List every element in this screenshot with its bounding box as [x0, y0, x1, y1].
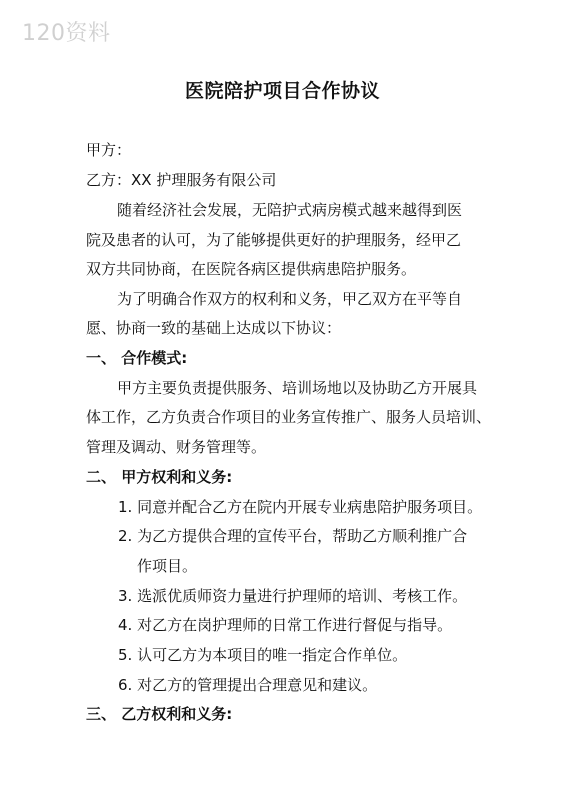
section1-line: 管理及调动、财务管理等。 — [86, 438, 267, 456]
section1-line: 体工作，乙方负责合作项目的业务宣传推广、服务人员培训、 — [86, 408, 492, 426]
section2-item: 5. 认可乙方为本项目的唯一指定合作单位。 — [118, 646, 408, 664]
party-a-line: 甲方： — [86, 141, 132, 159]
watermark: 120资料 — [22, 21, 111, 46]
intro-line: 随着经济社会发展，无陪护式病房模式越来越得到医 — [117, 201, 463, 219]
section2-item-continuation: 作项目。 — [137, 557, 198, 575]
section2-item: 4. 对乙方在岗护理师的日常工作进行督促与指导。 — [118, 616, 453, 634]
party-b-line: 乙方：XX 护理服务有限公司 — [86, 171, 277, 189]
section2-heading: 二、 甲方权利和义务: — [86, 468, 233, 486]
document-title: 医院陪护项目合作协议 — [184, 80, 380, 102]
section2-item: 2. 为乙方提供合理的宣传平台，帮助乙方顺利推广合 — [118, 527, 468, 545]
section1-heading: 一、 合作模式: — [86, 349, 188, 367]
purpose-line: 愿、协商一致的基础上达成以下协议： — [86, 319, 342, 337]
intro-line: 院及患者的认可，为了能够提供更好的护理服务，经甲乙 — [86, 231, 462, 249]
section2-item: 1. 同意并配合乙方在院内开展专业病患陪护服务项目。 — [118, 498, 483, 516]
purpose-line: 为了明确合作双方的权利和义务，甲乙双方在平等自 — [117, 290, 463, 308]
section2-item: 6. 对乙方的管理提出合理意见和建议。 — [118, 676, 378, 694]
section2-item: 3. 选派优质师资力量进行护理师的培训、考核工作。 — [118, 587, 468, 605]
section1-line: 甲方主要负责提供服务、培训场地以及协助乙方开展具 — [117, 379, 478, 397]
intro-line: 双方共同协商，在医院各病区提供病患陪护服务。 — [86, 260, 417, 278]
section3-heading: 三、 乙方权利和义务: — [86, 705, 233, 723]
